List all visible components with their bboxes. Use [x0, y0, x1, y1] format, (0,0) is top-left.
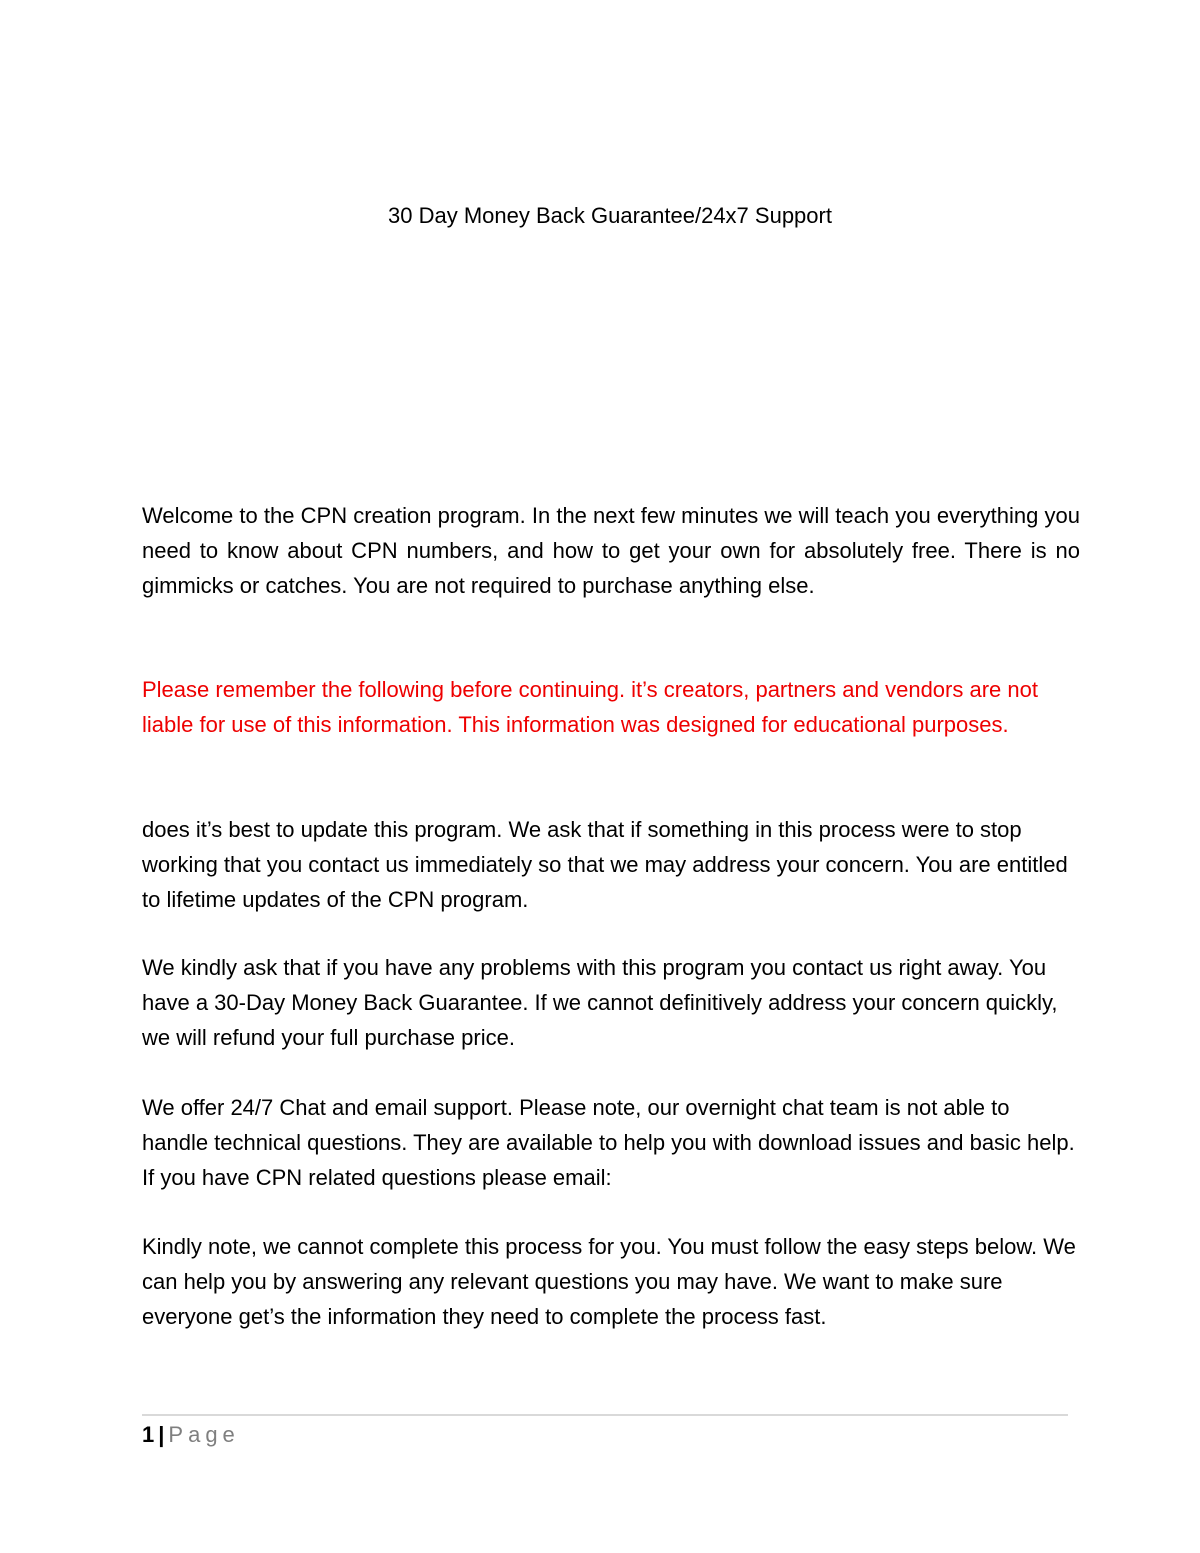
guarantee-paragraph: We kindly ask that if you have any problems with this program you contact us right away. You have a 30-Day Money Back Guarantee. If we cannot definitively address your concern quickly, we will refund your full purchase price. — [142, 955, 1058, 1050]
disclaimer-paragraph: Please remember the following before continuing. it’s creators, partners and vendors are not liable for use of this information. This information was designed for educational purposes. — [142, 677, 1038, 737]
intro-paragraph: Welcome to the CPN creation program. In the next few minutes we will teach you everything you need to know about CPN numbers, and how to get your own for absolutely free. There is no gimmicks or catches. You are not required to purchase anything else. — [142, 503, 1080, 598]
page-label: Page — [168, 1422, 240, 1447]
footer-divider — [142, 1414, 1068, 1416]
support-paragraph: We offer 24/7 Chat and email support. Please note, our overnight chat team is not able to handle technical questions. They are available to help you with download issues and basic help. If you have CPN related questions please email: — [142, 1095, 1075, 1190]
footer-separator: | — [158, 1422, 165, 1447]
page-number: 1 — [142, 1422, 155, 1447]
page-footer — [142, 1420, 240, 1450]
document-title: 30 Day Money Back Guarantee/24x7 Support — [388, 203, 832, 228]
updates-paragraph: does it’s best to update this program. We ask that if something in this process were to stop working that you contact us immediately so that we may address your concern. You are entitled to lifetime updates of the CPN program. — [142, 817, 1068, 912]
process-note-paragraph: Kindly note, we cannot complete this process for you. You must follow the easy steps below. We can help you by answering any relevant questions you may have. We want to make sure everyone get’s the information they need to complete the process fast. — [142, 1234, 1076, 1329]
